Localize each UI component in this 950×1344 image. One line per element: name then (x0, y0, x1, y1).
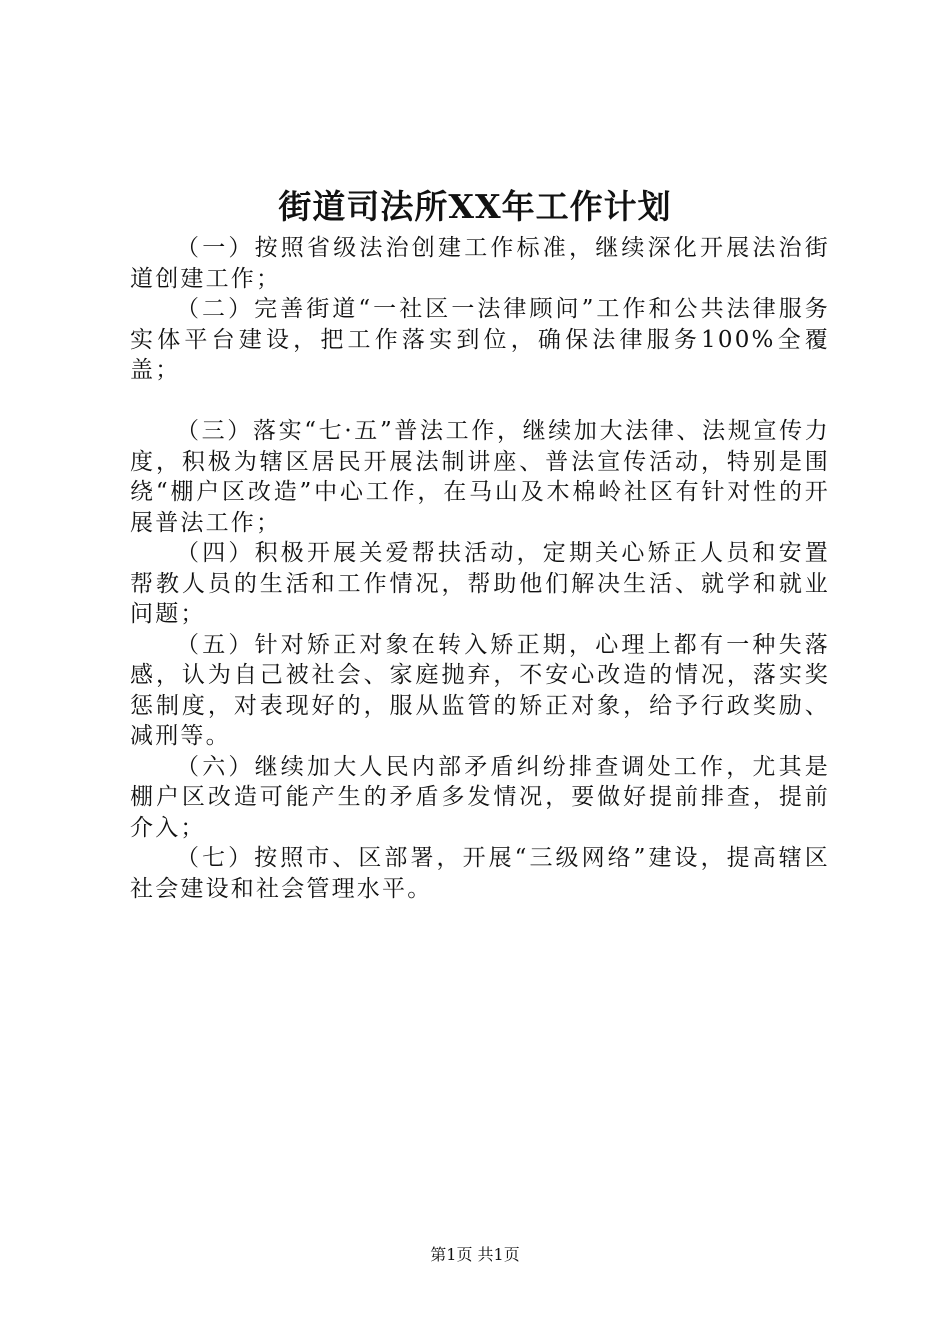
paragraph-2: （二）完善街道“一社区一法律顾问”工作和公共法律服务实体平台建设，把工作落实到位，确保法律服务100%全覆盖； (130, 296, 830, 383)
paragraph-3: （三）落实“七·五”普法工作，继续加大法律、法规宣传力度，积极为辖区居民开展法制讲座、普法宣传活动，特别是围绕“棚户区改造”中心工作，在马山及木棉岭社区有针对性的开展普法工作； (130, 418, 830, 536)
page-footer: 第1页 共1页 (430, 1245, 520, 1264)
document-title: 街道司法所XX年工作计划 (278, 187, 672, 226)
document-body (130, 233, 830, 904)
paragraph-6: （六）继续加大人民内部矛盾纠纷排查调处工作，尤其是棚户区改造可能产生的矛盾多发情况，要做好提前排查，提前介入； (130, 753, 830, 841)
paragraph-5: （五）针对矫正对象在转入矫正期，心理上都有一种失落感，认为自己被社会、家庭抛弃，不安心改造的情况，落实奖惩制度，对表现好的，服从监管的矫正对象，给予行政奖励、减刑等。 (130, 631, 830, 749)
paragraph-4: （四）积极开展关爱帮扶活动，定期关心矫正人员和安置帮教人员的生活和工作情况，帮助他们解决生活、就学和就业问题； (130, 540, 830, 627)
paragraph-1: （一）按照省级法治创建工作标准，继续深化开展法治街道创建工作； (130, 235, 830, 292)
paragraph-7: （七）按照市、区部署，开展“三级网络”建设，提高辖区社会建设和社会管理水平。 (130, 845, 830, 902)
